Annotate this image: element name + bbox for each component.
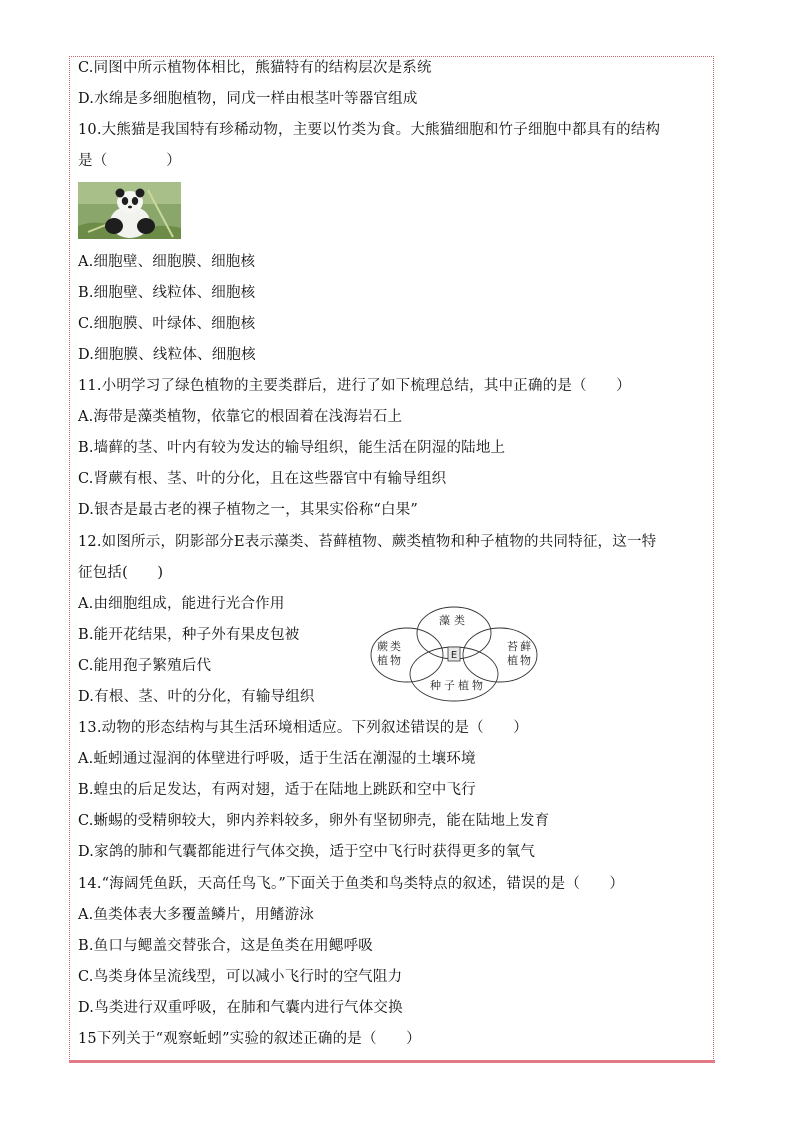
option-12b: B.能开花结果，种子外有果皮包被	[78, 627, 300, 643]
label-algae: 藻类	[439, 614, 469, 627]
label-seed-plants: 种子植物	[430, 679, 486, 692]
option-13c: C.蜥蜴的受精卵较大，卵内养料较多，卵外有坚韧卵壳，能在陆地上发育	[78, 813, 550, 829]
option-13a: A.蚯蚓通过湿润的体壁进行呼吸，适于生活在潮湿的土壤环境	[78, 751, 476, 767]
question-10: 10.大熊猫是我国特有珍稀动物，主要以竹类为食。大熊猫细胞和竹子细胞中都具有的结构	[78, 122, 661, 138]
venn-diagram	[368, 604, 544, 702]
option-9d: D.水绵是多细胞植物，同戊一样由根茎叶等器官组成	[78, 91, 418, 107]
option-12a: A.由细胞组成，能进行光合作用	[78, 596, 285, 612]
option-11b: B.墙藓的茎、叶内有较为发达的输导组织，能生活在阴湿的陆地上	[78, 440, 506, 456]
option-10b: B.细胞壁、线粒体、细胞核	[78, 285, 256, 301]
option-14d: D.鸟类进行双重呼吸，在肺和气囊内进行气体交换	[78, 1000, 403, 1016]
question-10-cont: 是（ ）	[78, 153, 181, 169]
option-14a: A.鱼类体表大多覆盖鳞片，用鳍游泳	[78, 907, 314, 923]
label-moss-1: 苔藓	[507, 640, 533, 653]
question-14: 14.“海阔凭鱼跃，天高任鸟飞。”下面关于鱼类和鸟类特点的叙述，错误的是（ ）	[78, 876, 625, 892]
option-12c: C.能用孢子繁殖后代	[78, 658, 212, 674]
option-12d: D.有根、茎、叶的分化，有输导组织	[78, 689, 315, 705]
label-fern-2: 植物	[377, 654, 403, 667]
option-10c: C.细胞膜、叶绿体、细胞核	[78, 316, 256, 332]
question-11: 11.小明学习了绿色植物的主要类群后，进行了如下梳理总结，其中正确的是（ ）	[78, 378, 631, 394]
question-13: 13.动物的形态结构与其生活环境相适应。下列叙述错误的是（ ）	[78, 720, 528, 736]
option-10a: A.细胞壁、细胞膜、细胞核	[78, 254, 256, 270]
option-13b: B.蝗虫的后足发达，有两对翅，适于在陆地上跳跃和空中飞行	[78, 782, 476, 798]
label-fern-1: 蕨类	[377, 640, 403, 653]
panda-image	[78, 182, 181, 239]
question-12-cont: 征包括( )	[78, 565, 164, 581]
option-14c: C.鸟类身体呈流线型，可以减小飞行时的空气阻力	[78, 969, 403, 985]
option-11c: C.肾蕨有根、茎、叶的分化，且在这些器官中有输导组织	[78, 471, 447, 487]
option-9c: C.同图中所示植物体相比，熊猫特有的结构层次是系统	[78, 60, 432, 76]
label-moss-2: 植物	[507, 654, 533, 667]
option-11d: D.银杏是最古老的裸子植物之一，其果实俗称“白果”	[78, 502, 419, 518]
option-11a: A.海带是藻类植物，依靠它的根固着在浅海岩石上	[78, 409, 403, 425]
question-15: 15下列关于“观察蚯蚓”实验的叙述正确的是（ ）	[78, 1031, 421, 1047]
option-14b: B.鱼口与鳃盖交替张合，这是鱼类在用鳃呼吸	[78, 938, 373, 954]
question-12: 12.如图所示，阴影部分E表示藻类、苔藓植物、蕨类植物和种子植物的共同特征，这一特	[78, 534, 657, 550]
label-e: E	[450, 650, 458, 661]
bottom-rule	[69, 1060, 715, 1063]
option-13d: D.家鸽的肺和气囊都能进行气体交换，适于空中飞行时获得更多的氧气	[78, 844, 536, 860]
option-10d: D.细胞膜、线粒体、细胞核	[78, 347, 256, 363]
